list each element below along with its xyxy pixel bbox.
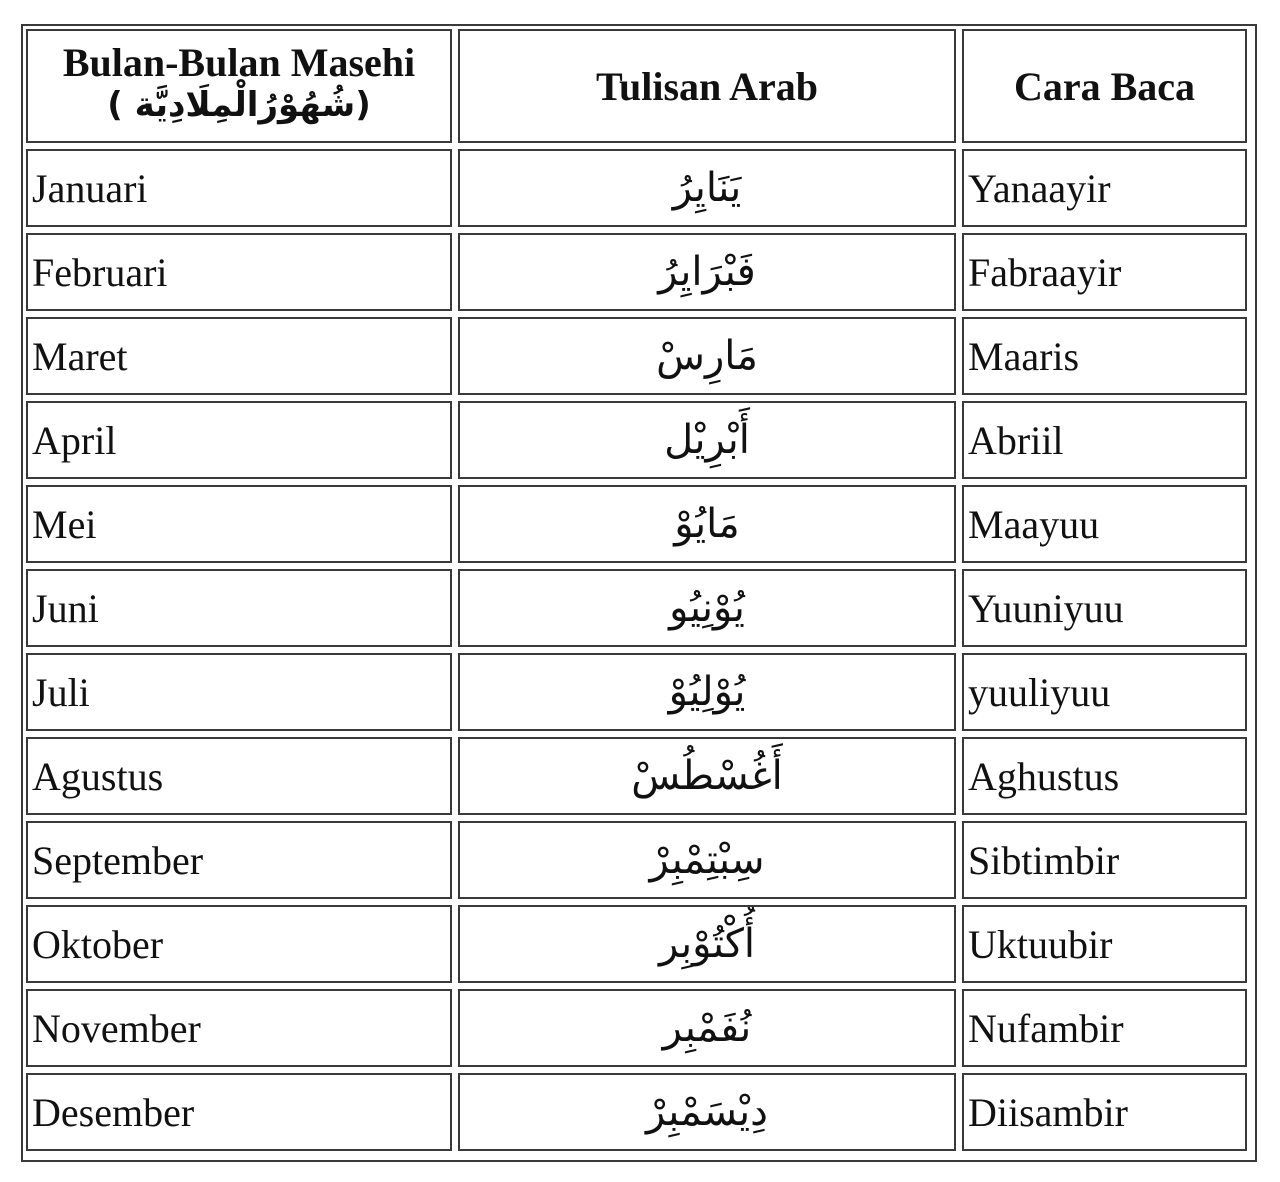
header-bulan-masehi-latin: Bulan-Bulan Masehi [62, 40, 416, 85]
cell-baca: Abriil [962, 401, 1247, 479]
cell-baca: yuuliyuu [962, 653, 1247, 731]
table-header-row [26, 29, 1247, 143]
cell-arab: دِيْسَمْبِرْ [458, 1073, 956, 1151]
cell-arab: يَنَايِرُ [458, 149, 956, 227]
header-cara-baca: Cara Baca [962, 29, 1247, 143]
table-row [26, 233, 1247, 311]
cell-baca: Yuuniyuu [962, 569, 1247, 647]
cell-baca: Diisambir [962, 1073, 1247, 1151]
header-tulisan-arab: Tulisan Arab [458, 29, 956, 143]
cell-arab: سِبْتِمْبِرْ [458, 821, 956, 899]
table-row [26, 821, 1247, 899]
table-row [26, 989, 1247, 1067]
cell-masehi: Desember [26, 1073, 452, 1151]
cell-baca: Maayuu [962, 485, 1247, 563]
table-row [26, 401, 1247, 479]
cell-masehi: Juli [26, 653, 452, 731]
cell-masehi: Februari [26, 233, 452, 311]
cell-masehi: Oktober [26, 905, 452, 983]
cell-arab: يُوْنِيُو [458, 569, 956, 647]
cell-baca: Fabraayir [962, 233, 1247, 311]
cell-baca: Sibtimbir [962, 821, 1247, 899]
header-bulan-masehi-arabic: (شُهُوْرُالْمِلَادِيَّة ) [107, 85, 371, 125]
cell-arab: أَبْرِيْل [458, 401, 956, 479]
cell-arab: فَبْرَايِرُ [458, 233, 956, 311]
cell-baca: Uktuubir [962, 905, 1247, 983]
cell-masehi: Agustus [26, 737, 452, 815]
table-row [26, 149, 1247, 227]
table-row [26, 485, 1247, 563]
cell-baca: Aghustus [962, 737, 1247, 815]
cell-masehi: Juni [26, 569, 452, 647]
cell-baca: Yanaayir [962, 149, 1247, 227]
cell-masehi: Maret [26, 317, 452, 395]
months-table [20, 23, 1253, 1157]
table-row [26, 737, 1247, 815]
cell-masehi: Januari [26, 149, 452, 227]
table-row [26, 569, 1247, 647]
cell-masehi: November [26, 989, 452, 1067]
cell-arab: أُكْتُوْبِر [458, 905, 956, 983]
cell-masehi: September [26, 821, 452, 899]
cell-arab: مَايُوْ [458, 485, 956, 563]
cell-arab: يُوْلِيُوْ [458, 653, 956, 731]
header-bulan-masehi [26, 29, 452, 143]
table-row [26, 1073, 1247, 1151]
table-row [26, 905, 1247, 983]
cell-masehi: April [26, 401, 452, 479]
cell-arab: مَارِسْ [458, 317, 956, 395]
cell-arab: نُفَمْبِر [458, 989, 956, 1067]
cell-arab: أَغُسْطُسْ [458, 737, 956, 815]
cell-baca: Nufambir [962, 989, 1247, 1067]
months-table-frame [21, 24, 1257, 1162]
cell-baca: Maaris [962, 317, 1247, 395]
table-row [26, 653, 1247, 731]
cell-masehi: Mei [26, 485, 452, 563]
table-row [26, 317, 1247, 395]
